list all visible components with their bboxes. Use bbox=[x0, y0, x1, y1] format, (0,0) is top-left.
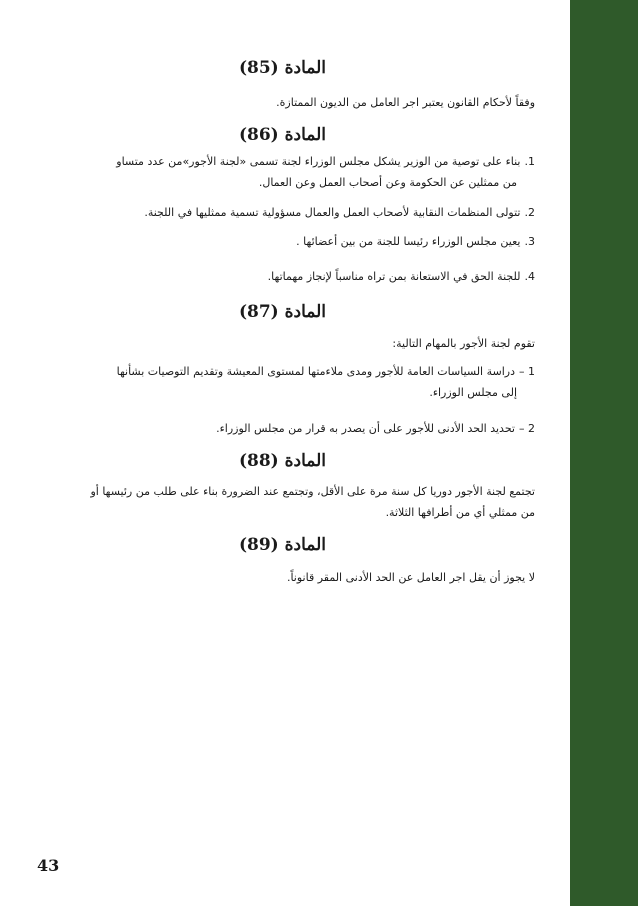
body-line-1: تجتمع لجنة الأجور دوريا كل سنة مرة على الأقل، وتجتمع عند الضرورة بناء على طلب من رئيسها أو bbox=[90, 485, 535, 498]
article-86-item-4 bbox=[30, 266, 535, 287]
item-text: للجنة الحق في الاستعانة بمن تراه مناسباً لإنجاز مهماتها. bbox=[267, 270, 521, 283]
item-number: 4. bbox=[524, 270, 535, 283]
document-content bbox=[30, 0, 535, 906]
page-number: 43 bbox=[37, 856, 60, 875]
article-87-heading: المادة (87) bbox=[238, 302, 327, 322]
item-number: 1 – bbox=[519, 365, 535, 378]
item-text-continuation: من ممثلين عن الحكومة وعن أصحاب العمل وعن العمال. bbox=[258, 176, 517, 189]
item-number: 1. bbox=[524, 155, 535, 168]
article-88-heading: المادة (88) bbox=[238, 451, 327, 471]
article-86-item-1 bbox=[30, 151, 535, 193]
side-color-bar bbox=[570, 0, 638, 906]
item-number: 3. bbox=[524, 235, 535, 248]
body-line-2: من ممثلي أي من أطرافها الثلاثة. bbox=[385, 506, 535, 519]
article-89-heading: المادة (89) bbox=[238, 535, 327, 555]
item-number: 2. bbox=[524, 206, 535, 219]
item-text: تحديد الحد الأدنى للأجور على أن يصدر به قرار من مجلس الوزراء. bbox=[216, 422, 515, 435]
article-85-heading: المادة (85) bbox=[238, 58, 327, 78]
article-87-intro: تقوم لجنة الأجور بالمهام التالية: bbox=[392, 337, 535, 350]
item-text: تتولى المنظمات النقابية لأصحاب العمل والعمال مسؤولية تسمية ممثليها في اللجنة. bbox=[144, 206, 521, 219]
article-89-body: لا يجوز أن يقل اجر العامل عن الحد الأدنى المقر قانوناً. bbox=[286, 571, 535, 584]
article-88-body bbox=[30, 481, 535, 523]
article-87-item-1 bbox=[30, 361, 535, 403]
item-text: دراسة السياسات العامة للأجور ومدى ملاءمتها لمستوى المعيشة وتقديم التوصيات بشأنها bbox=[116, 365, 515, 378]
article-86-heading: المادة (86) bbox=[238, 125, 327, 145]
item-number: 2 – bbox=[519, 422, 535, 435]
article-86-item-3 bbox=[30, 231, 535, 252]
item-text: يعين مجلس الوزراء رئيسا للجنة من بين أعضائها . bbox=[296, 235, 521, 248]
article-85-body: وفقاً لأحكام القانون يعتبر اجر العامل من الديون الممتازة. bbox=[276, 96, 535, 109]
item-text-continuation: إلى مجلس الوزراء. bbox=[429, 386, 517, 399]
article-86-item-2 bbox=[30, 202, 535, 223]
item-text: بناء على توصية من الوزير يشكل مجلس الوزراء لجنة تسمى «لجنة الأجور»من عدد متساو bbox=[116, 155, 521, 168]
article-87-item-2 bbox=[30, 418, 535, 439]
